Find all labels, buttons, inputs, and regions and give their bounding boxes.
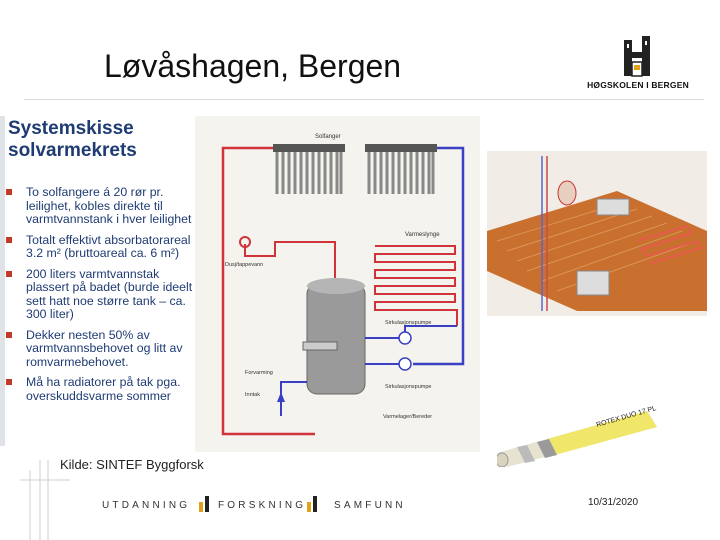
title-divider <box>24 99 704 100</box>
bullet-square-icon <box>6 271 12 277</box>
pump-icon-1 <box>399 332 411 344</box>
panel-title: Systemskisse solvarmekrets <box>8 118 137 161</box>
pipe-print: ROTEX DUO 17 PL <box>595 405 658 429</box>
bullet-square-icon <box>6 189 12 195</box>
radiator-icon <box>597 199 629 215</box>
label-inntak: Inntak <box>245 392 260 398</box>
solar-circuit-diagram <box>195 116 480 452</box>
slide-title: Løvåshagen, Bergen <box>104 48 402 84</box>
slide-date: 10/31/2020 <box>588 497 639 508</box>
panel-left-bar <box>0 116 5 446</box>
footer-word: UTDANNING <box>102 500 191 511</box>
storage-tank-icon <box>303 278 365 394</box>
bullet-square-icon <box>6 379 12 385</box>
bullet-item: Dekker nesten 50% av varmtvannsbehovet og litt av romvarmebehovet. <box>6 329 202 370</box>
footer-word: SAMFUNN <box>334 500 406 511</box>
label-forvarming: Forvarming <box>245 370 273 376</box>
label-varmeslynge: Varmeslynge <box>405 232 440 238</box>
footer-logo-icon <box>198 496 210 512</box>
label-sirk2: Sirkulasjonspumpe <box>385 384 432 390</box>
footer-word: FORSKNING <box>218 500 307 511</box>
label-solfanger: Solfanger <box>315 134 341 140</box>
bullet-list <box>6 186 202 410</box>
label-dusj: Dusj/tappevann <box>225 262 264 268</box>
bullet-item: 200 liters varmtvannstak plassert på badet (burde ideelt sett hatt noe større tank – ca. 300 liter) <box>6 268 202 322</box>
bullet-square-icon <box>6 237 12 243</box>
source-caption: Kilde: SINTEF Byggforsk <box>60 457 204 472</box>
floor-heating-photo <box>487 151 707 316</box>
hib-logo <box>584 34 692 94</box>
bullet-item: To solfangere á 20 rør pr. leilighet, kobles direkte til varmtvannstank i hver leilighet <box>6 186 202 227</box>
pex-pipe-photo <box>497 405 665 467</box>
radiator-icon <box>577 271 609 295</box>
bullet-item: Totalt effektivt absorbatorareal 3.2 m² (bruttoareal ca. 6 m²) <box>6 234 202 261</box>
label-bereder: Varmelager/Bereder <box>383 414 433 420</box>
decorative-lines <box>10 460 80 540</box>
footer-bar <box>102 496 522 518</box>
footer-logo-icon <box>306 496 318 512</box>
bullet-item: Må ha radiatorer på tak pga. overskuddsvarme sommer <box>6 376 202 403</box>
label-sirk1: Sirkulasjonspumpe <box>385 320 432 326</box>
building-logo-icon <box>584 34 692 80</box>
bullet-square-icon <box>6 332 12 338</box>
pump-icon-2 <box>399 358 411 370</box>
logo-text: HØGSKOLEN I BERGEN <box>587 80 689 90</box>
tank-icon <box>558 181 576 205</box>
